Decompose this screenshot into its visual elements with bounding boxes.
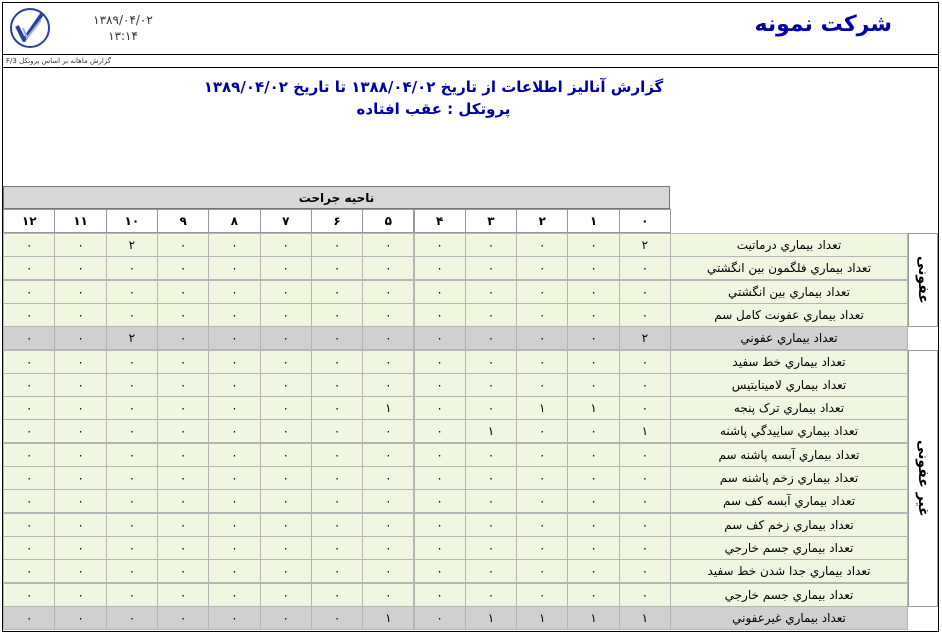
table-cell: ۰	[106, 350, 158, 374]
table-row-label: تعداد بیماري فلگمون بین انگشتي	[670, 256, 908, 280]
report-date: ۱۳۸۹/۰۴/۰۲	[93, 13, 153, 27]
table-cell: ۰	[619, 559, 671, 583]
report-title: گزارش آنالیز اطلاعات از تاریخ ۱۳۸۸/۰۴/۰۲ تا تاریخ ۱۳۸۹/۰۴/۰۲	[203, 78, 664, 96]
table-cell: ۰	[362, 280, 414, 304]
table-row-label: تعداد بیماري ترک پنجه	[670, 396, 908, 420]
table-cell: ۰	[619, 513, 671, 537]
table-cell: ۰	[311, 536, 363, 560]
table-cell: ۰	[208, 466, 260, 490]
table-cell: ۰	[157, 536, 209, 560]
table-row-label: تعداد بیماري آبسه پاشنه سم	[670, 443, 908, 467]
table-cell: ۰	[465, 280, 517, 304]
table-cell: ۰	[311, 350, 363, 374]
table-cell: ۰	[208, 280, 260, 304]
column-header: ۴	[414, 209, 466, 233]
table-cell: ۰	[157, 513, 209, 537]
table-cell: ۰	[362, 466, 414, 490]
table-cell: ۰	[414, 536, 466, 560]
summary-cell: ۰	[3, 606, 55, 630]
table-cell: ۰	[619, 280, 671, 304]
summary-cell: ۰	[414, 606, 466, 630]
table-cell: ۰	[516, 419, 568, 443]
table-cell: ۰	[157, 489, 209, 513]
table-cell: ۰	[208, 513, 260, 537]
table-cell: ۰	[516, 280, 568, 304]
summary-cell: ۰	[157, 606, 209, 630]
table-cell: ۰	[362, 583, 414, 607]
table-cell: ۰	[106, 443, 158, 467]
table-row-label: تعداد بیماري آبسه کف سم	[670, 489, 908, 513]
table-cell: ۰	[260, 233, 312, 257]
table-cell: ۰	[208, 350, 260, 374]
table-cell: ۰	[567, 583, 619, 607]
table-cell: ۰	[567, 256, 619, 280]
check-logo-icon	[8, 6, 52, 50]
company-name: شرکت نمونه	[754, 12, 892, 37]
table-cell: ۰	[311, 396, 363, 420]
table-cell: ۰	[362, 303, 414, 327]
summary-row-label: تعداد بیماري عفوني	[670, 326, 908, 350]
table-cell: ۰	[465, 466, 517, 490]
table-cell: ۰	[414, 233, 466, 257]
table-cell: ۰	[414, 373, 466, 397]
header-divider-2	[2, 67, 939, 68]
table-cell: ۰	[106, 466, 158, 490]
table-cell: ۰	[311, 373, 363, 397]
table-cell: ۰	[208, 536, 260, 560]
table-cell: ۰	[516, 256, 568, 280]
table-cell: ۰	[567, 559, 619, 583]
table-cell: ۰	[106, 536, 158, 560]
table-cell: ۰	[311, 583, 363, 607]
summary-cell: ۰	[260, 326, 312, 350]
table-cell: ۰	[414, 280, 466, 304]
table-cell: ۰	[414, 419, 466, 443]
summary-cell: ۰	[362, 326, 414, 350]
table-cell: ۰	[567, 419, 619, 443]
table-cell: ۰	[106, 559, 158, 583]
table-cell: ۰	[619, 350, 671, 374]
table-cell: ۰	[3, 536, 55, 560]
region-header: ناحیه جراحت	[3, 186, 670, 209]
summary-cell: ۰	[311, 326, 363, 350]
table-row-label: تعداد بیماري خط سفید	[670, 350, 908, 374]
table-cell: ۰	[106, 280, 158, 304]
column-header: ۸	[208, 209, 260, 233]
table-cell: ۰	[208, 443, 260, 467]
table-cell: ۰	[260, 303, 312, 327]
summary-cell: ۰	[465, 326, 517, 350]
summary-cell: ۰	[54, 326, 106, 350]
table-cell: ۰	[260, 443, 312, 467]
table-cell: ۰	[157, 233, 209, 257]
table-cell: ۰	[516, 583, 568, 607]
table-cell: ۰	[3, 489, 55, 513]
table-cell: ۰	[516, 350, 568, 374]
table-cell: ۰	[208, 256, 260, 280]
report-datetime	[88, 12, 158, 44]
table-cell: ۰	[516, 233, 568, 257]
table-cell: ۰	[106, 583, 158, 607]
summary-cell: ۱	[567, 606, 619, 630]
table-cell: ۰	[3, 513, 55, 537]
table-cell: ۰	[260, 256, 312, 280]
table-cell: ۰	[54, 303, 106, 327]
table-cell: ۰	[54, 513, 106, 537]
summary-cell: ۰	[260, 606, 312, 630]
table-cell: ۰	[619, 396, 671, 420]
table-cell: ۰	[619, 536, 671, 560]
table-cell: ۰	[311, 256, 363, 280]
table-cell: ۰	[362, 559, 414, 583]
table-cell: ۰	[362, 256, 414, 280]
table-cell: ۰	[3, 350, 55, 374]
column-header: ۰	[619, 209, 671, 233]
report-titles	[0, 78, 942, 118]
table-cell: ۰	[260, 513, 312, 537]
table-cell: ۰	[157, 303, 209, 327]
table-cell: ۰	[619, 373, 671, 397]
table-cell: ۰	[157, 583, 209, 607]
table-cell: ۰	[516, 536, 568, 560]
table-cell: ۰	[54, 256, 106, 280]
table-cell: ۰	[208, 303, 260, 327]
table-cell: ۰	[414, 350, 466, 374]
table-cell: ۰	[465, 489, 517, 513]
summary-cell: ۱	[619, 606, 671, 630]
group-label-text: عفونی	[915, 256, 931, 305]
table-cell: ۰	[3, 443, 55, 467]
summary-cell: ۱	[362, 606, 414, 630]
table-cell: ۰	[260, 559, 312, 583]
summary-cell: ۱	[516, 606, 568, 630]
table-cell: ۰	[311, 443, 363, 467]
table-row-label: تعداد بیماري بین انگشتي	[670, 280, 908, 304]
table-cell: ۰	[619, 466, 671, 490]
table-cell: ۰	[260, 489, 312, 513]
table-cell: ۰	[619, 583, 671, 607]
table-cell: ۰	[567, 489, 619, 513]
table-cell: ۰	[362, 513, 414, 537]
table-cell: ۲	[106, 233, 158, 257]
table-cell: ۰	[106, 373, 158, 397]
table-cell: ۰	[362, 233, 414, 257]
table-cell: ۰	[465, 536, 517, 560]
table-cell: ۰	[3, 256, 55, 280]
table-cell: ۰	[516, 303, 568, 327]
table-cell: ۰	[414, 256, 466, 280]
table-cell: ۰	[567, 350, 619, 374]
table-cell: ۰	[157, 419, 209, 443]
table-cell: ۱	[465, 419, 517, 443]
table-cell: ۲	[619, 233, 671, 257]
column-header: ۱۱	[54, 209, 106, 233]
table-cell: ۰	[54, 373, 106, 397]
table-cell: ۰	[362, 536, 414, 560]
table-cell: ۰	[208, 489, 260, 513]
table-cell: ۰	[260, 583, 312, 607]
table-cell: ۰	[311, 513, 363, 537]
table-cell: ۰	[157, 396, 209, 420]
column-header: ۵	[362, 209, 414, 233]
table-cell: ۰	[465, 513, 517, 537]
table-row-label: تعداد بیماري زخم پاشنه سم	[670, 466, 908, 490]
table-cell: ۰	[3, 559, 55, 583]
table-cell: ۰	[54, 559, 106, 583]
table-cell: ۰	[465, 396, 517, 420]
column-header: ۲	[516, 209, 568, 233]
table-cell: ۰	[567, 513, 619, 537]
group-label	[908, 350, 938, 607]
table-cell: ۰	[3, 583, 55, 607]
summary-cell: ۰	[106, 606, 158, 630]
table-cell: ۰	[208, 373, 260, 397]
table-cell: ۰	[414, 396, 466, 420]
table-cell: ۰	[208, 583, 260, 607]
table-cell: ۰	[311, 466, 363, 490]
column-header: ۱	[567, 209, 619, 233]
table-cell: ۰	[465, 303, 517, 327]
table-cell: ۰	[516, 443, 568, 467]
table-cell: ۰	[516, 466, 568, 490]
table-cell: ۰	[3, 233, 55, 257]
table-cell: ۰	[54, 280, 106, 304]
summary-cell: ۰	[157, 326, 209, 350]
table-cell: ۰	[3, 396, 55, 420]
table-cell: ۰	[260, 350, 312, 374]
table-cell: ۱	[567, 396, 619, 420]
table-row-label: تعداد بیماري زخم کف سم	[670, 513, 908, 537]
table-cell: ۰	[465, 443, 517, 467]
table-cell: ۰	[54, 350, 106, 374]
table-cell: ۰	[311, 280, 363, 304]
table-cell: ۰	[465, 583, 517, 607]
column-header: ۶	[311, 209, 363, 233]
table-cell: ۰	[54, 233, 106, 257]
table-cell: ۰	[208, 419, 260, 443]
table-cell: ۰	[516, 373, 568, 397]
table-cell: ۰	[54, 489, 106, 513]
table-row-label: تعداد بیماري لامینایتیس	[670, 373, 908, 397]
table-cell: ۰	[157, 373, 209, 397]
table-cell: ۰	[362, 373, 414, 397]
table-cell: ۰	[54, 419, 106, 443]
table-cell: ۰	[106, 256, 158, 280]
table-cell: ۰	[157, 559, 209, 583]
table-cell: ۰	[311, 559, 363, 583]
table-row-label: تعداد بیماري جدا شدن خط سفید	[670, 559, 908, 583]
table-cell: ۰	[619, 303, 671, 327]
table-cell: ۰	[362, 419, 414, 443]
table-cell: ۰	[54, 583, 106, 607]
column-header: ۳	[465, 209, 517, 233]
summary-cell: ۰	[516, 326, 568, 350]
table-cell: ۰	[260, 466, 312, 490]
protocol-title: پروتکل : عقب افتاده	[356, 100, 511, 118]
table-cell: ۰	[311, 233, 363, 257]
column-header: ۱۲	[3, 209, 55, 233]
table-cell: ۰	[414, 513, 466, 537]
table-cell: ۰	[260, 536, 312, 560]
table-cell: ۰	[157, 280, 209, 304]
table-cell: ۰	[567, 466, 619, 490]
table-cell: ۰	[362, 443, 414, 467]
table-cell: ۰	[414, 583, 466, 607]
summary-cell: ۰	[414, 326, 466, 350]
table-cell: ۰	[619, 489, 671, 513]
table-row-label: تعداد بیماري عفونت کامل سم	[670, 303, 908, 327]
table-cell: ۰	[465, 233, 517, 257]
table-cell: ۱	[362, 396, 414, 420]
table-cell: ۰	[260, 396, 312, 420]
summary-cell: ۰	[567, 326, 619, 350]
summary-cell: ۰	[54, 606, 106, 630]
summary-cell: ۲	[106, 326, 158, 350]
table-cell: ۰	[311, 303, 363, 327]
table-cell: ۰	[516, 513, 568, 537]
table-cell: ۱	[516, 396, 568, 420]
column-header: ۷	[260, 209, 312, 233]
table-cell: ۰	[567, 280, 619, 304]
table-cell: ۰	[414, 489, 466, 513]
table-cell: ۰	[567, 443, 619, 467]
summary-row-label: تعداد بیماري غیرعفوني	[670, 606, 908, 630]
table-cell: ۰	[465, 350, 517, 374]
table-cell: ۰	[106, 419, 158, 443]
table-cell: ۰	[106, 303, 158, 327]
table-cell: ۰	[414, 559, 466, 583]
table-cell: ۰	[3, 466, 55, 490]
report-time: ۱۳:۱۴	[108, 29, 138, 43]
table-cell: ۰	[567, 373, 619, 397]
table-row-label: تعداد بیماري جسم خارجي	[670, 536, 908, 560]
table-cell: ۰	[619, 443, 671, 467]
table-cell: ۰	[54, 536, 106, 560]
table-cell: ۰	[260, 280, 312, 304]
table-cell: ۰	[208, 559, 260, 583]
table-cell: ۰	[414, 443, 466, 467]
table-cell: ۰	[567, 536, 619, 560]
table-cell: ۰	[362, 489, 414, 513]
table-row-label: تعداد بیماري سایيدگي پاشنه	[670, 419, 908, 443]
table-cell: ۰	[54, 443, 106, 467]
table-cell: ۰	[567, 303, 619, 327]
table-cell: ۰	[3, 280, 55, 304]
table-cell: ۰	[465, 256, 517, 280]
table-cell: ۰	[3, 373, 55, 397]
table-cell: ۰	[3, 419, 55, 443]
group-label	[908, 233, 938, 327]
table-cell: ۰	[157, 443, 209, 467]
table-cell: ۰	[567, 233, 619, 257]
table-cell: ۰	[260, 419, 312, 443]
table-cell: ۰	[465, 559, 517, 583]
table-cell: ۰	[106, 396, 158, 420]
table-cell: ۰	[311, 489, 363, 513]
column-header: ۹	[157, 209, 209, 233]
table-cell: ۰	[414, 303, 466, 327]
summary-cell: ۰	[208, 326, 260, 350]
group-label-text: غیر عفونی	[915, 439, 931, 517]
table-cell: ۰	[157, 350, 209, 374]
table-cell: ۰	[465, 373, 517, 397]
table-row-label: تعداد بیماري درماتیت	[670, 233, 908, 257]
table-cell: ۰	[516, 489, 568, 513]
table-cell: ۰	[414, 466, 466, 490]
table-cell: ۰	[619, 256, 671, 280]
table-cell: ۰	[311, 419, 363, 443]
table-cell: ۰	[54, 396, 106, 420]
header-divider	[2, 54, 939, 55]
table-cell: ۱	[619, 419, 671, 443]
table-cell: ۰	[208, 396, 260, 420]
table-cell: ۰	[157, 256, 209, 280]
table-cell: ۰	[3, 303, 55, 327]
table-cell: ۰	[157, 466, 209, 490]
summary-cell: ۰	[311, 606, 363, 630]
column-header: ۱۰	[106, 209, 158, 233]
table-cell: ۰	[54, 466, 106, 490]
summary-cell: ۲	[619, 326, 671, 350]
table-cell: ۰	[516, 559, 568, 583]
table-cell: ۰	[106, 513, 158, 537]
table-cell: ۰	[208, 233, 260, 257]
summary-cell: ۰	[208, 606, 260, 630]
summary-cell: ۱	[465, 606, 517, 630]
report-sublabel: گزارش ماهانه بر اساس پروتکل F/3	[6, 57, 112, 65]
table-cell: ۰	[106, 489, 158, 513]
summary-cell: ۰	[3, 326, 55, 350]
table-row-label: تعداد بیماري جسم خارجي	[670, 583, 908, 607]
table-cell: ۰	[260, 373, 312, 397]
table-cell: ۰	[362, 350, 414, 374]
